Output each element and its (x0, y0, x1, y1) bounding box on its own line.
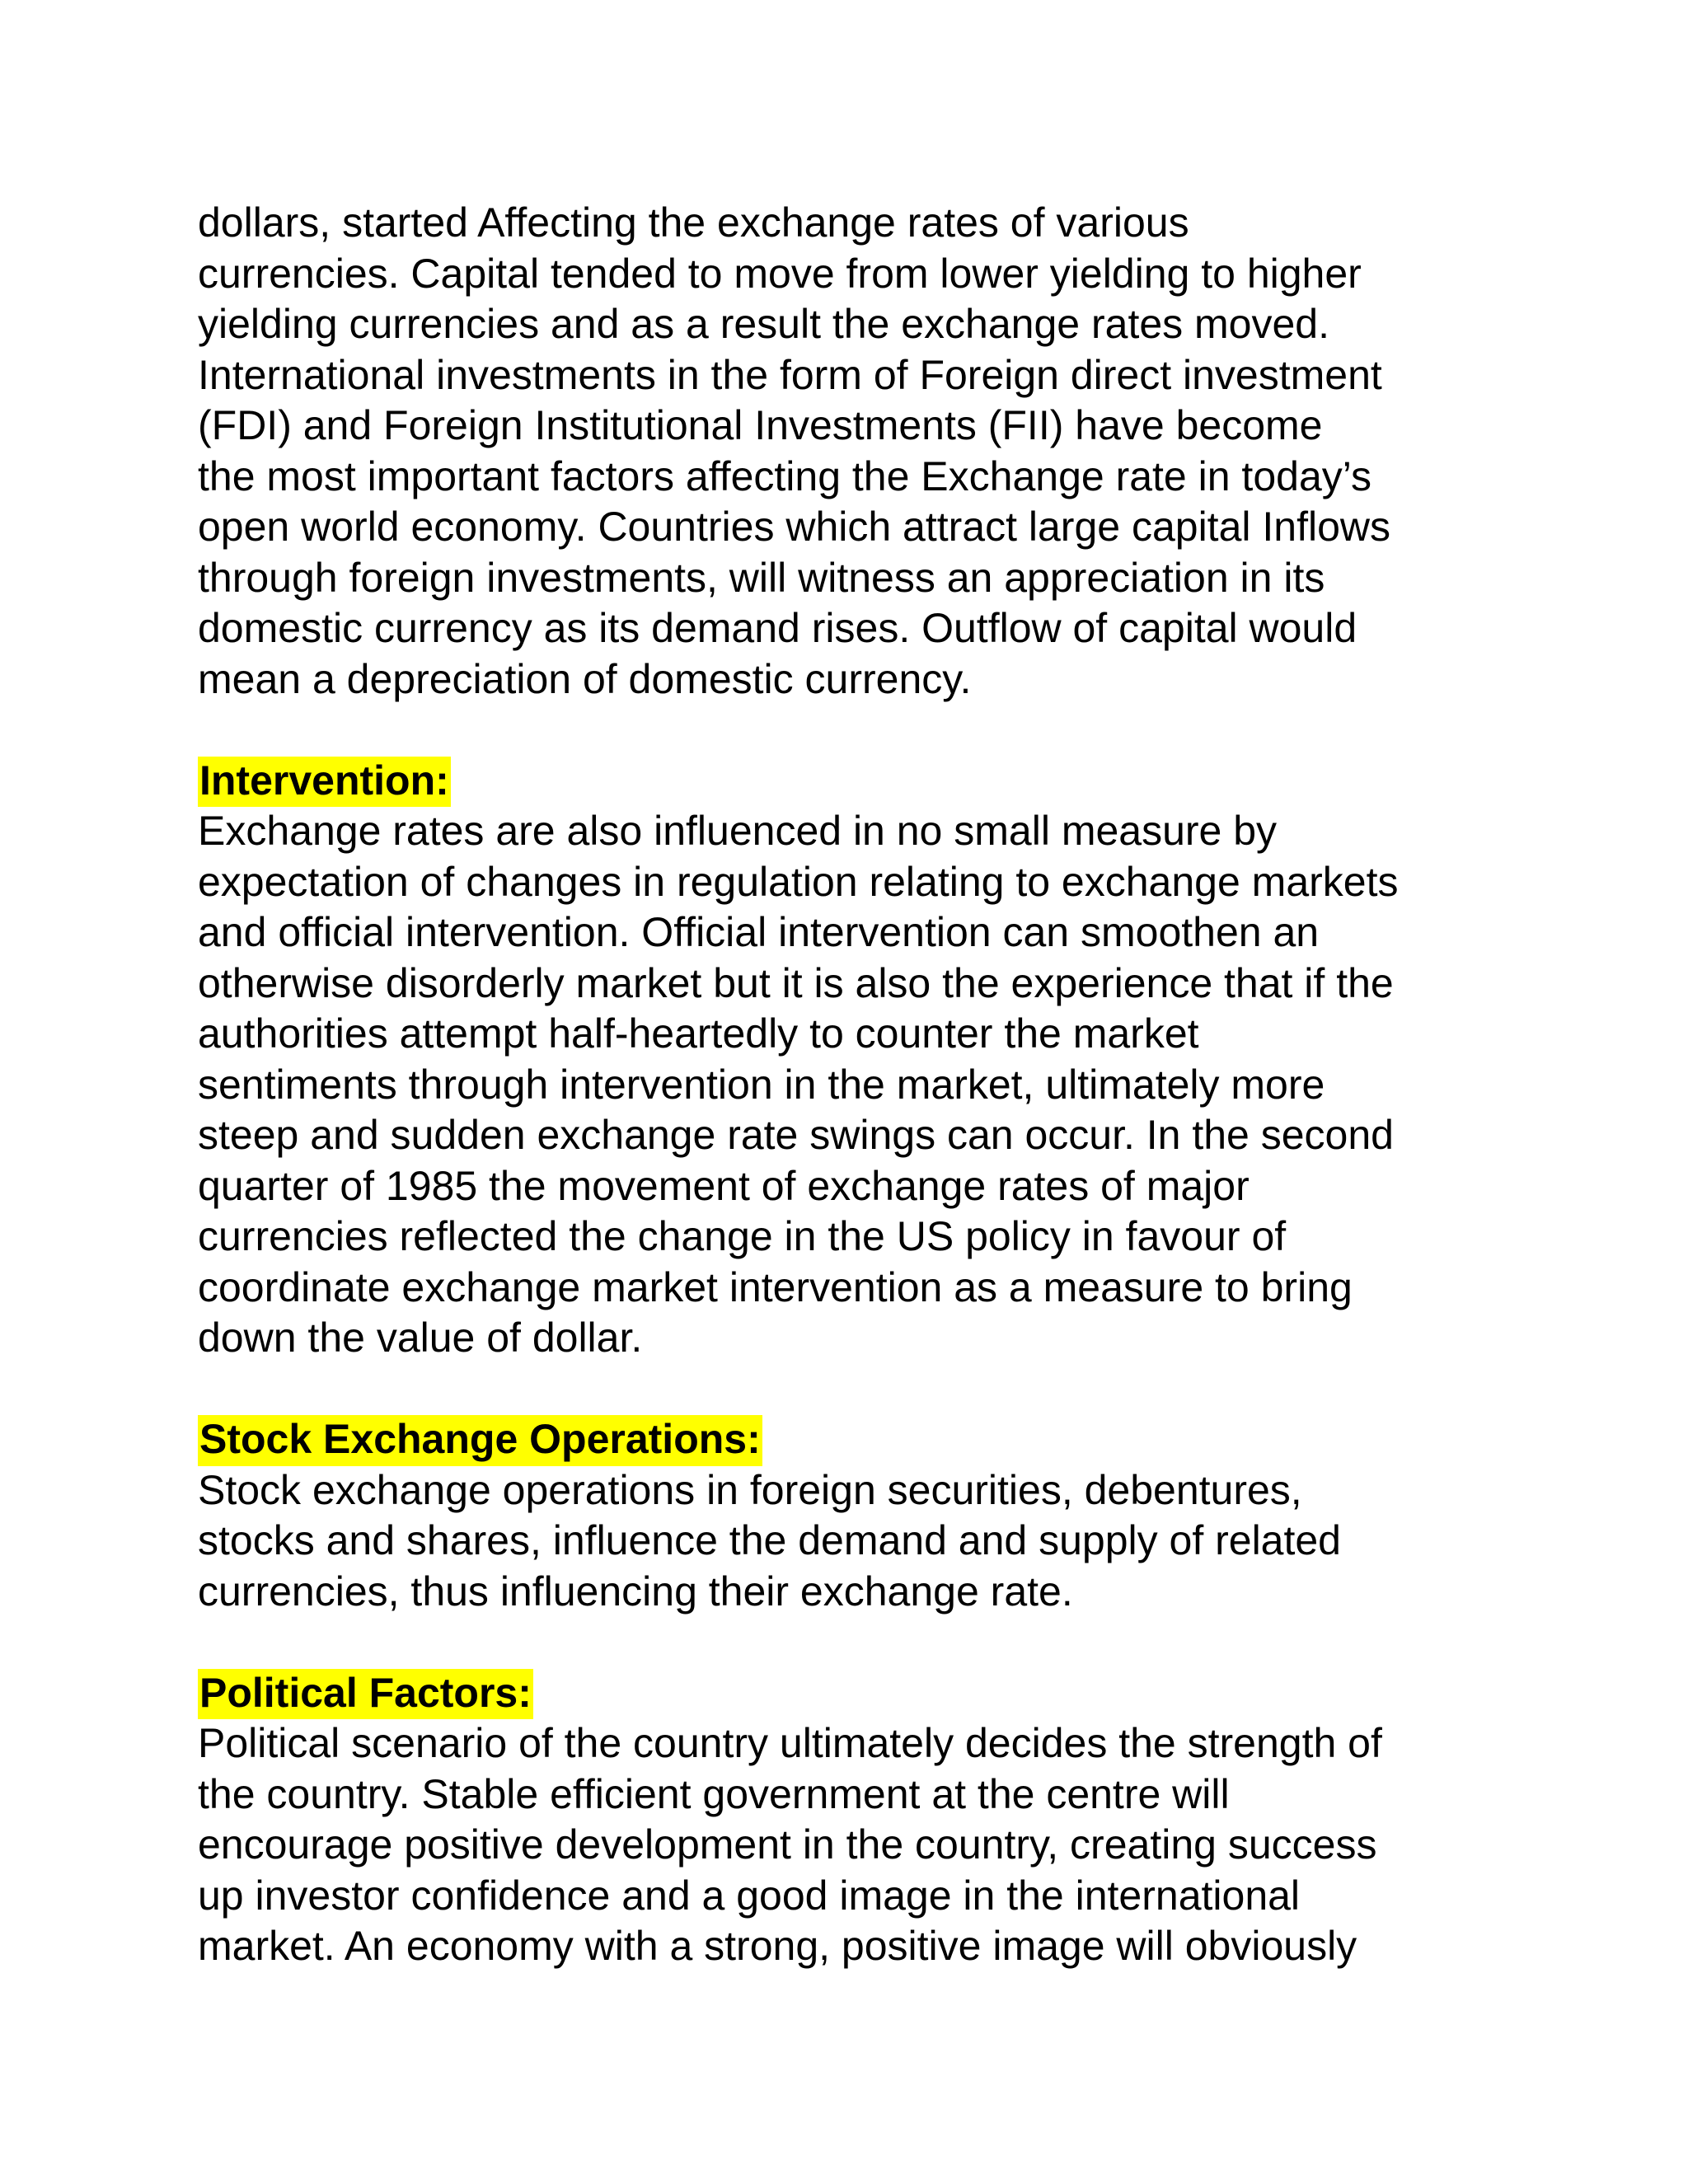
paragraph-line: yielding currencies and as a result the exchange rates moved. (198, 301, 1329, 347)
paragraph-line: open world economy. Countries which attract large capital Inflows (198, 504, 1390, 550)
paragraph-line: the most important factors affecting the Exchange rate in today’s (198, 452, 1372, 499)
paragraph-line: Exchange rates are also influenced in no small measure by (198, 808, 1278, 854)
paragraph-line: (FDI) and Foreign Institutional Investments (FII) have become (198, 402, 1323, 448)
paragraph-line: currencies reflected the change in the US policy in favour of (198, 1213, 1287, 1259)
section-stock-exchange-operations (198, 1414, 1500, 1617)
paragraph-line: the country. Stable efficient government at the centre will (198, 1770, 1230, 1817)
paragraph-line: quarter of 1985 the movement of exchange rates of major (198, 1162, 1250, 1209)
paragraph-line: otherwise disorderly market but it is also the experience that if the (198, 959, 1394, 1006)
paragraph-line: and official intervention. Official intervention can smoothen an (198, 909, 1320, 955)
paragraph-line: encourage positive development in the country, creating success (198, 1821, 1377, 1868)
paragraph-line: down the value of dollar. (198, 1315, 643, 1361)
paragraph-line: market. An economy with a strong, positive image will obviously (198, 1923, 1357, 1969)
section-heading-stock-exchange-operations: Stock Exchange Operations: (198, 1415, 762, 1466)
intro-paragraph (198, 198, 1500, 705)
paragraph-line: stocks and shares, influence the demand and supply of related (198, 1517, 1341, 1563)
document-page (198, 198, 1500, 1972)
paragraph-line: International investments in the form of Foreign direct investment (198, 351, 1382, 398)
paragraph-line: sentiments through intervention in the market, ultimately more (198, 1061, 1325, 1108)
paragraph-line: up investor confidence and a good image in the international (198, 1872, 1301, 1919)
paragraph-line: coordinate exchange market intervention as a measure to bring (198, 1263, 1353, 1310)
paragraph-line: through foreign investments, will witness an appreciation in its (198, 554, 1325, 601)
paragraph-line: steep and sudden exchange rate swings can occur. In the second (198, 1112, 1394, 1158)
section-political-factors (198, 1668, 1500, 1972)
section-heading-political-factors: Political Factors: (198, 1669, 533, 1720)
section-intervention (198, 756, 1500, 1364)
paragraph-line: domestic currency as its demand rises. Outflow of capital would (198, 605, 1357, 651)
paragraph-line: Political scenario of the country ultimately decides the strength of (198, 1720, 1382, 1766)
section-heading-intervention: Intervention: (198, 757, 451, 808)
paragraph-line: authorities attempt half-heartedly to counter the market (198, 1010, 1199, 1057)
paragraph-line: dollars, started Affecting the exchange rates of various (198, 199, 1189, 246)
paragraph-line: mean a depreciation of domestic currency. (198, 655, 972, 702)
paragraph-line: expectation of changes in regulation relating to exchange markets (198, 858, 1399, 905)
paragraph-line: currencies, thus influencing their exchange rate. (198, 1568, 1073, 1615)
paragraph-line: Stock exchange operations in foreign securities, debentures, (198, 1466, 1302, 1513)
paragraph-line: currencies. Capital tended to move from lower yielding to higher (198, 250, 1362, 297)
